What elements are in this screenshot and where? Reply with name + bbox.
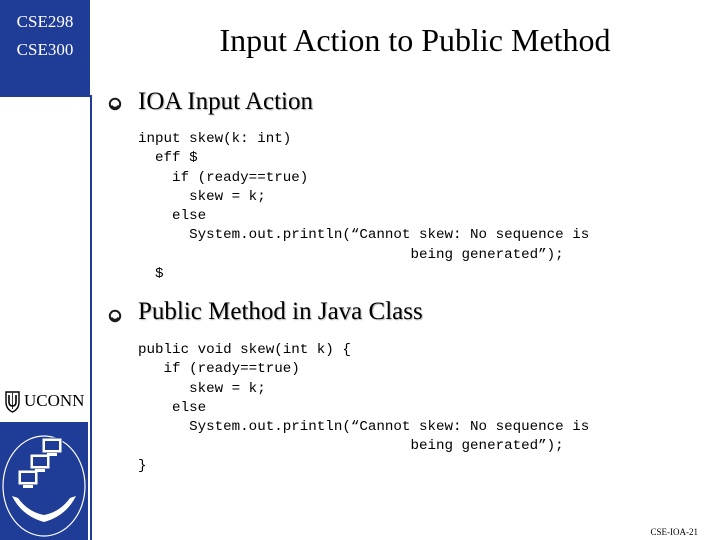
sidebar-divider — [90, 95, 92, 540]
uconn-seal-icon — [4, 389, 21, 413]
university-name: UCONN — [24, 391, 85, 410]
java-code-block: public void skew(int k) { if (ready==true) skew = k; else System.out.println(“Cannot skew: No sequence is being generated”); } — [138, 342, 590, 474]
page-number-label: CSE-IOA-21 — [650, 527, 698, 537]
computer-science-and-engineering-emblem — [0, 422, 88, 540]
course-label-cse298: CSE298 — [16, 12, 74, 31]
course-label-cse300: CSE300 — [16, 40, 74, 59]
slide-title: Input Action to Public Method — [219, 22, 611, 58]
sidebar-panel — [0, 0, 90, 97]
ring-bullet-icon — [108, 309, 122, 323]
section-heading-public-method: Public Method in Java Class — [138, 298, 423, 325]
uconn-logo — [4, 389, 84, 413]
ring-bullet-icon — [108, 97, 122, 111]
section-heading-ioa-input-action: IOA Input Action — [138, 88, 313, 115]
ioa-code-block: input skew(k: int) eff $ if (ready==true) skew = k; else System.out.println(“Cannot skew: No sequence is being generated”); $ — [138, 131, 590, 283]
